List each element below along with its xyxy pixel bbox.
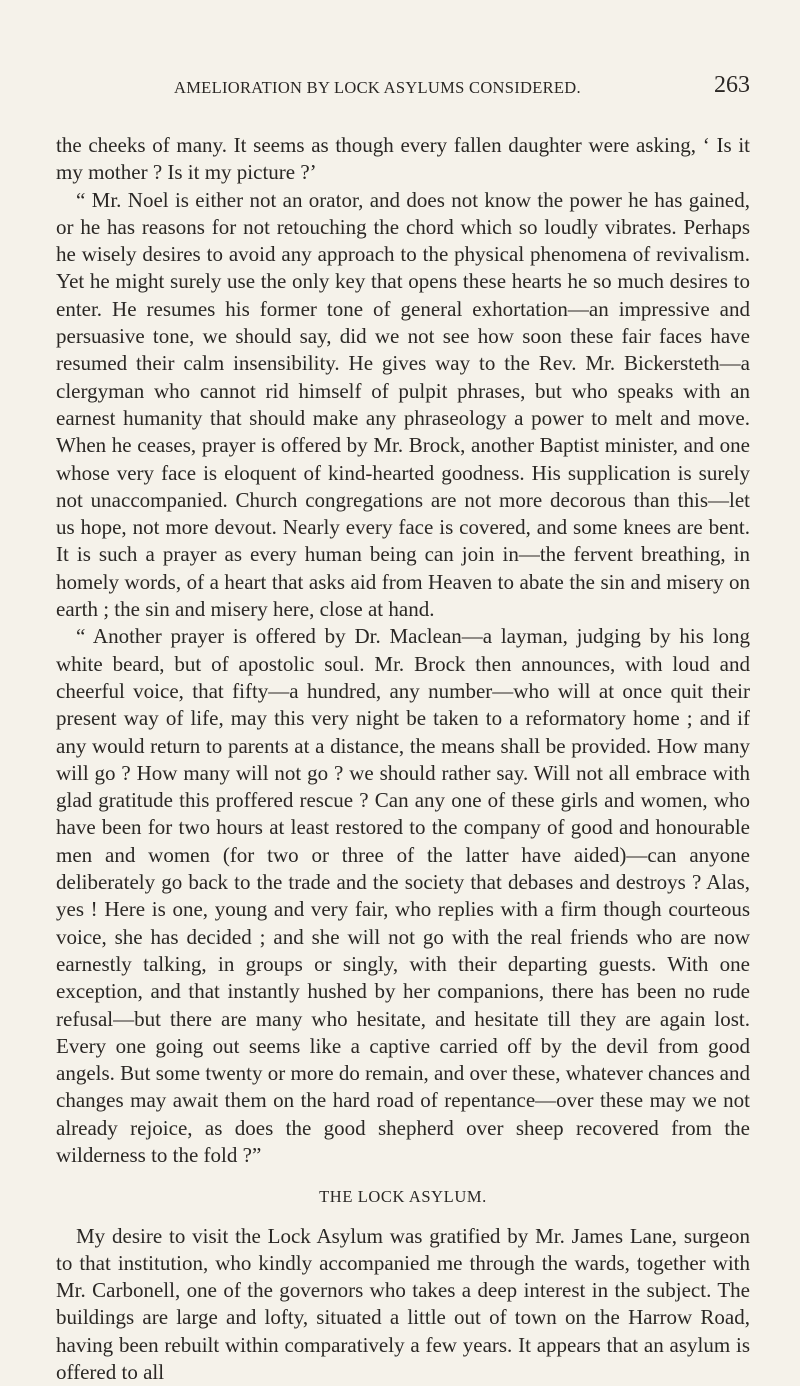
running-title: AMELIORATION BY LOCK ASYLUMS CONSIDERED. (174, 78, 581, 97)
page-number: 263 (714, 72, 750, 98)
paragraph-lock-asylum: My desire to visit the Lock Asylum was gratified by Mr. James Lane, surgeon to that institution, who kindly accompanied me through the wards, together with Mr. Carbonell, one of the governors who takes a deep interest in the subject. The buildings are large and lofty, situated a little out of town on the Harrow Road, having been rebuilt within comparatively a few years. It appears that an asylum is offered to all (56, 1223, 750, 1385)
paragraph-continued: the cheeks of many. It seems as though every fallen daughter were asking, ‘ Is it my mother ? Is it my picture ?’ (56, 133, 750, 185)
section-heading: THE LOCK ASYLUM. (319, 1187, 487, 1207)
running-head (56, 72, 750, 104)
paragraph-noel: “ Mr. Noel is either not an orator, and does not know the power he has gained, or he has reasons for not retouching the chord which so loudly vibrates. Perhaps he wisely desires to avoid any approach to the physical phenomena of revivalism. Yet he might surely use the only key that opens these hearts he so much desires to enter. He resumes his former tone of general exhortation—an impressive and persuasive tone, we should say, did we not see how soon these fair faces have resumed their calm insensibility. He gives way to the Rev. Mr. Bickersteth—a clergyman who cannot rid himself of pulpit phrases, but who speaks with an earnest humanity that should make any phraseology a power to melt and move. When he ceases, prayer is offered by Mr. Brock, another Baptist minister, and one whose very face is eloquent of kind-hearted goodness. His supplication is surely not unaccompanied. Church congregations are not more decorous than this—let us hope, not more devout. Nearly every face is covered, and some knees are bent. It is such a prayer as every human being can join in—the fervent breathing, in homely words, of a heart that asks aid from Heaven to abate the sin and misery on earth ; the sin and misery here, close at hand. (56, 187, 750, 622)
paragraph-maclean: “ Another prayer is offered by Dr. Maclean—a layman, judging by his long white beard, but of apostolic soul. Mr. Brock then announces, with loud and cheerful voice, that fifty—a hundred, any number—who will at once quit their present way of life, may this very night be taken to a reformatory home ; and if any would return to parents at a distance, the means shall be provided. How many will go ? How many will not go ? we should rather say. Will not all embrace with glad gratitude this proffered rescue ? Can any one of these girls and women, who have been for two hours at least restored to the company of good and honourable men and women (for two or three of the latter have aided)—can anyone deliberately go back to the trade and the society that debases and destroys ? Alas, yes ! Here is one, young and very fair, who replies with a firm though courteous voice, she has decided ; and she will not go with the real friends who are now earnestly talking, in groups or singly, with their departing guests. With one exception, and that instantly hushed by her companions, there has been no rude refusal—but there are many who hesitate, and hesitate till they are again lost. Every one going out seems like a captive carried off by the devil from good angels. But some twenty or more do remain, and over these, whatever chances and changes may await them on the hard road of repentance—over these may we not already rejoice, as does the good shepherd over sheep recovered from the wilderness to the fold ?” (56, 624, 750, 1167)
page-body (56, 132, 750, 1386)
